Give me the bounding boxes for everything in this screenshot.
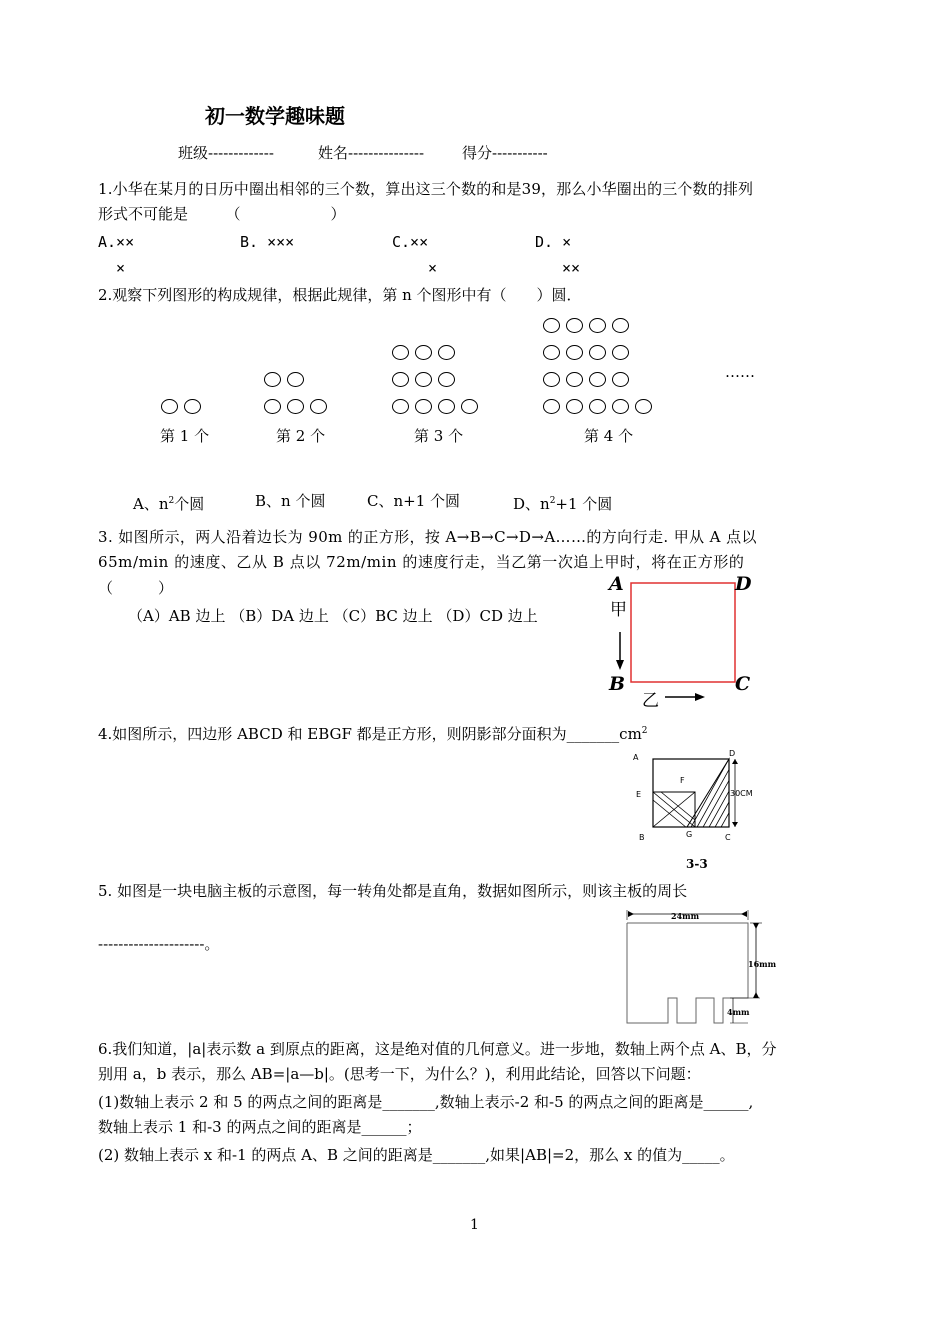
q4-label-c: C <box>725 833 731 842</box>
circle-figure-4-row3 <box>543 372 635 391</box>
q3-label-jia: 甲 <box>610 600 627 620</box>
q2-option-a-sup: 2 <box>168 496 175 506</box>
q1-option-d-bottom: ×× <box>562 259 581 277</box>
q5-motherboard-diagram <box>620 906 795 1031</box>
q2-option-d-post: +1 个圆 <box>555 495 613 513</box>
q1-option-b: B. ××× <box>240 233 295 251</box>
q3-options: （A）AB 边上 （B）DA 边上 （C）BC 边上 （D）CD 边上 <box>128 607 538 625</box>
circle-figure-3-row3 <box>392 399 484 418</box>
q1-option-c: C.×× <box>392 233 429 251</box>
q3-line2: 65m/min 的速度、乙从 B 点以 72m/min 的速度行走，当乙第一次追上甲时，将在正方形的 <box>98 553 745 571</box>
q2-option-d-text: D、n <box>513 495 550 513</box>
q2-option-c: C、n+1 个圆 <box>367 492 461 510</box>
q1-option-d: D. × <box>535 233 572 251</box>
q3-label-d: D <box>735 573 752 595</box>
q4-square-diagram <box>625 748 765 873</box>
q2-option-b: B、n 个圆 <box>255 492 326 510</box>
q1-line1: 1.小华在某月的日历中圈出相邻的三个数，算出这三个数的和是39，那么小华圈出的三个数的排列 <box>98 180 754 198</box>
fig1-label: 第 1 个 <box>160 427 210 445</box>
circle-figure-4-row1 <box>543 318 635 337</box>
q6-line5: (2) 数轴上表示 x 和-1 的两点 A、B 之间的距离是_______,如果|AB|=2，那么 x 的值为_____。 <box>98 1146 735 1164</box>
circle-figure-1 <box>161 399 207 418</box>
q4-label-a: A <box>633 753 639 762</box>
q3-label-c: C <box>735 673 751 695</box>
q5-line2: ---------------------。 <box>98 935 220 953</box>
q2-option-a-text: A、n <box>133 495 169 513</box>
figure-ellipsis: …… <box>725 363 755 381</box>
q5-line1: 5. 如图是一块电脑主板的示意图，每一转角处都是直角，数据如图所示，则该主板的周长 <box>98 882 688 900</box>
q3-line1: 3. 如图所示，两人沿着边长为 90m 的正方形，按 A→B→C→D→A……的方向行走. 甲从 A 点以 <box>98 528 757 546</box>
class-field: 班级------------- <box>178 144 274 162</box>
q6-line3: (1)数轴上表示 2 和 5 的两点之间的距离是_______,数轴上表示-2 和-5 的两点之间的距离是______, <box>98 1093 754 1111</box>
q1-line2: 形式不可能是 （ ） <box>98 205 346 223</box>
fig2-label: 第 2 个 <box>276 427 326 445</box>
q1-option-a-bottom: × <box>116 259 126 277</box>
q4-label-f: F <box>680 776 685 785</box>
q4-dimension: 30CM <box>730 789 753 798</box>
q5-dim-top: 24mm <box>671 911 700 921</box>
q2-option-a <box>133 489 204 516</box>
q3-label-b: B <box>609 673 626 695</box>
circle-figure-3-row1 <box>392 345 461 364</box>
q4-caption: 3-3 <box>686 857 708 871</box>
q3-label-yi: 乙 <box>642 691 659 710</box>
q4-label-e: E <box>636 790 642 799</box>
circle-figure-4-row2 <box>543 345 635 364</box>
circle-figure-3-row2 <box>392 372 461 391</box>
q2-line1: 2.观察下列图形的构成规律，根据此规律，第 n 个图形中有（ ）圆． <box>98 286 582 304</box>
q5-dim-small: 4mm <box>727 1007 750 1017</box>
circle-figure-2-row1 <box>264 372 310 391</box>
q6-line4: 数轴上表示 1 和-3 的两点之间的距离是______； <box>98 1118 422 1136</box>
q3-line3: （ ） <box>98 579 174 597</box>
circle-figure-2-row2 <box>264 399 333 418</box>
q1-option-a: A.×× <box>98 233 135 251</box>
page-title: 初一数学趣味题 <box>205 104 345 128</box>
q4-line1 <box>98 719 648 746</box>
q6-line2: 别用 a，b 表示，那么 AB=|a—b|。(思考一下，为什么？)，利用此结论，回答以下问题： <box>98 1065 701 1083</box>
q2-option-d <box>513 489 612 516</box>
q3-label-a: A <box>609 573 624 595</box>
q4-label-b: B <box>639 833 645 842</box>
q4-label-d: D <box>729 749 736 758</box>
circle-figure-4-row4 <box>543 399 658 418</box>
q2-option-a-post: 个圆 <box>174 495 205 513</box>
q1-option-c-bottom: × <box>428 259 438 277</box>
page-number: 1 <box>470 1217 479 1233</box>
fig4-label: 第 4 个 <box>584 427 634 445</box>
q6-line1: 6.我们知道，|a|表示数 a 到原点的距离，这是绝对值的几何意义。进一步地，数轴上两个点 A、B，分 <box>98 1040 777 1058</box>
score-field: 得分----------- <box>462 144 548 162</box>
q3-square-diagram <box>605 570 765 710</box>
name-field: 姓名--------------- <box>318 144 425 162</box>
q2-option-d-sup: 2 <box>549 496 556 506</box>
fig3-label: 第 3 个 <box>414 427 464 445</box>
q4-line1-sup: 2 <box>641 726 648 736</box>
q4-label-g: G <box>686 830 693 839</box>
q5-dim-right: 16mm <box>748 959 777 969</box>
q4-line1-text: 4.如图所示，四边形 ABCD 和 EBGF 都是正方形，则阴影部分面积为_______cm <box>98 725 642 743</box>
